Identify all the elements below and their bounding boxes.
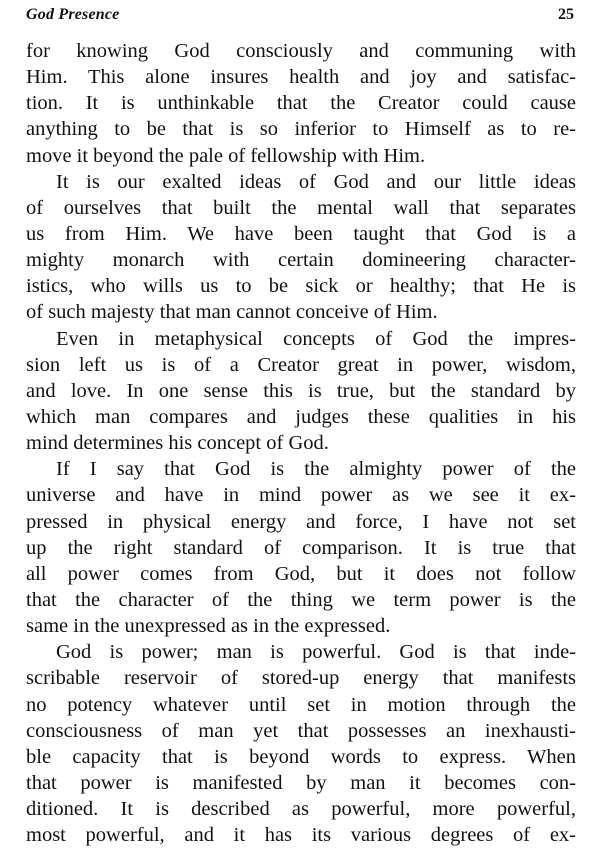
text-line: which man compares and judges these qualities in his	[26, 405, 576, 428]
running-title: God Presence	[26, 6, 120, 23]
text-line: same in the unexpressed as in the expressed.	[26, 615, 391, 638]
text-line: us from Him. We have been taught that God is a	[26, 222, 576, 245]
text-line: anything to be that is so inferior to Himself as to re-	[26, 118, 576, 141]
text-line: that the character of the thing we term power is the	[26, 588, 576, 611]
page-number: 25	[558, 6, 574, 23]
text-line: for knowing God consciously and communing with	[26, 40, 576, 62]
text-line: that power is manifested by man it becomes con-	[26, 771, 576, 794]
text-line: no potency whatever until set in motion through the	[26, 693, 576, 716]
text-line: of ourselves that built the mental wall that separates	[26, 196, 576, 219]
text-line: God is power; man is powerful. God is that inde-	[56, 641, 576, 664]
book-page	[26, 0, 576, 847]
text-line: scribable reservoir of stored-up energy that manifests	[26, 667, 576, 690]
text-line: of such majesty that man cannot conceive of Him.	[26, 301, 438, 324]
text-line: ditioned. It is described as powerful, more powerful,	[26, 798, 576, 821]
running-head	[26, 4, 576, 28]
text-line: tion. It is unthinkable that the Creator could cause	[26, 92, 576, 115]
text-line: move it beyond the pale of fellowship with Him.	[26, 144, 426, 167]
text-line: consciousness of man yet that possesses an inexhausti-	[26, 719, 576, 742]
text-line: If I say that God is the almighty power of the	[56, 458, 576, 481]
body-text	[26, 38, 576, 848]
text-line: Him. This alone insures health and joy and satisfac-	[26, 66, 576, 89]
text-line: up the right standard of comparison. It is true that	[26, 536, 576, 559]
text-line: all power comes from God, but it does not follow	[26, 562, 576, 585]
text-line: ble capacity that is beyond words to express. When	[26, 745, 576, 768]
text-line: mind determines his concept of God.	[26, 432, 329, 455]
text-line: Even in metaphysical concepts of God the impres-	[56, 327, 576, 350]
text-line: most powerful, and it has its various degrees of ex-	[26, 824, 576, 847]
text-line: universe and have in mind power as we see it ex-	[26, 484, 576, 507]
text-line: pressed in physical energy and force, I have not set	[26, 510, 576, 533]
text-line: mighty monarch with certain domineering character-	[26, 249, 576, 272]
text-line: sion left us is of a Creator great in power, wisdom,	[26, 353, 576, 376]
text-line: and love. In one sense this is true, but the standard by	[26, 379, 576, 402]
text-line: istics, who wills us to be sick or healthy; that He is	[26, 275, 576, 298]
text-line: It is our exalted ideas of God and our little ideas	[56, 170, 576, 193]
